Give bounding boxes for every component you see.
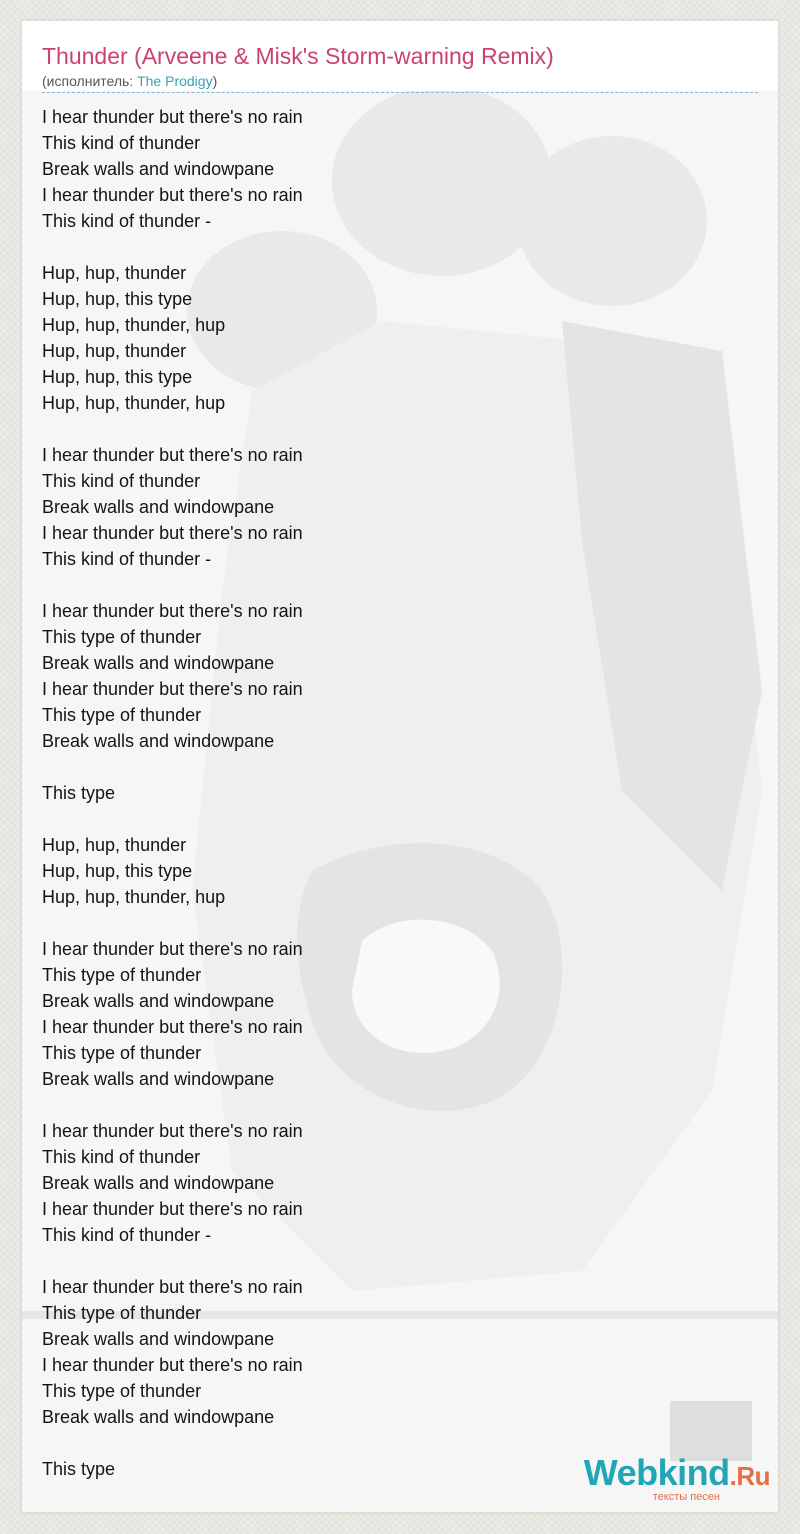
lyric-line: This type of thunder	[42, 1043, 202, 1063]
lyric-blank-line	[42, 572, 602, 598]
lyric-line: Break walls and windowpane	[42, 1329, 275, 1349]
lyric-line: Hup, hup, thunder, hup	[42, 887, 226, 907]
logo-wordmark[interactable]	[583, 1452, 770, 1494]
lyric-line: I hear thunder but there's no rain	[42, 523, 303, 543]
logo-tagline: тексты песен	[652, 1491, 720, 1503]
lyric-line: Hup, hup, this type	[42, 367, 193, 387]
site-logo[interactable]	[583, 1452, 770, 1503]
lyric-line: I hear thunder but there's no rain	[42, 1017, 303, 1037]
artist-suffix: )	[212, 73, 218, 89]
lyric-line: I hear thunder but there's no rain	[42, 939, 303, 959]
song-title: Thunder (Arveene & Misk's Storm-warning Remix)	[42, 43, 554, 69]
lyric-line: Hup, hup, thunder	[42, 341, 187, 361]
artist-line	[42, 71, 758, 93]
lyric-line: This kind of thunder	[42, 471, 201, 491]
lyric-line: Break walls and windowpane	[42, 159, 275, 179]
lyric-blank-line	[42, 1092, 602, 1118]
lyric-line: Break walls and windowpane	[42, 653, 275, 673]
lyric-line: Hup, hup, thunder, hup	[42, 393, 226, 413]
lyric-blank-line	[42, 910, 602, 936]
artist-link[interactable]: The Prodigy	[137, 73, 213, 89]
lyric-line: I hear thunder but there's no rain	[42, 185, 303, 205]
lyric-blank-line	[42, 1248, 602, 1274]
lyric-line: I hear thunder but there's no rain	[42, 601, 303, 621]
lyrics-card	[22, 21, 778, 1512]
lyric-line: Hup, hup, this type	[42, 861, 193, 881]
lyric-line: Break walls and windowpane	[42, 1407, 275, 1427]
lyric-blank-line	[42, 754, 602, 780]
lyrics-body	[42, 104, 602, 1482]
lyric-line: I hear thunder but there's no rain	[42, 1199, 303, 1219]
logo-tld: .Ru	[729, 1461, 770, 1491]
lyric-line: Break walls and windowpane	[42, 497, 275, 517]
lyric-line: I hear thunder but there's no rain	[42, 1355, 303, 1375]
lyric-line: Break walls and windowpane	[42, 991, 275, 1011]
logo-main-text: Webkind	[583, 1452, 730, 1493]
lyric-line: This kind of thunder -	[42, 211, 212, 231]
lyric-line: This type of thunder	[42, 627, 202, 647]
lyric-line: This type of thunder	[42, 705, 202, 725]
lyric-line: I hear thunder but there's no rain	[42, 679, 303, 699]
lyric-line: This kind of thunder	[42, 133, 201, 153]
lyric-line: This type	[42, 783, 116, 803]
lyric-line: This type of thunder	[42, 965, 202, 985]
lyric-line: I hear thunder but there's no rain	[42, 1121, 303, 1141]
lyric-blank-line	[42, 234, 602, 260]
lyric-line: I hear thunder but there's no rain	[42, 1277, 303, 1297]
lyric-line: This kind of thunder -	[42, 549, 212, 569]
artist-prefix: (исполнитель:	[42, 73, 138, 89]
lyric-line: This kind of thunder -	[42, 1225, 212, 1245]
lyric-blank-line	[42, 416, 602, 442]
lyric-line: I hear thunder but there's no rain	[42, 107, 303, 127]
lyric-line: This type of thunder	[42, 1303, 202, 1323]
lyric-line: This type	[42, 1459, 116, 1479]
lyric-line: Hup, hup, this type	[42, 289, 193, 309]
lyric-blank-line	[42, 1430, 602, 1456]
lyric-line: Break walls and windowpane	[42, 731, 275, 751]
lyric-line: Hup, hup, thunder	[42, 835, 187, 855]
lyric-line: Break walls and windowpane	[42, 1173, 275, 1193]
lyric-line: This type of thunder	[42, 1381, 202, 1401]
song-header	[42, 41, 758, 93]
lyric-line: This kind of thunder	[42, 1147, 201, 1167]
lyric-line: Break walls and windowpane	[42, 1069, 275, 1089]
lyric-line: Hup, hup, thunder	[42, 263, 187, 283]
lyric-blank-line	[42, 806, 602, 832]
lyric-line: I hear thunder but there's no rain	[42, 445, 303, 465]
lyric-line: Hup, hup, thunder, hup	[42, 315, 226, 335]
